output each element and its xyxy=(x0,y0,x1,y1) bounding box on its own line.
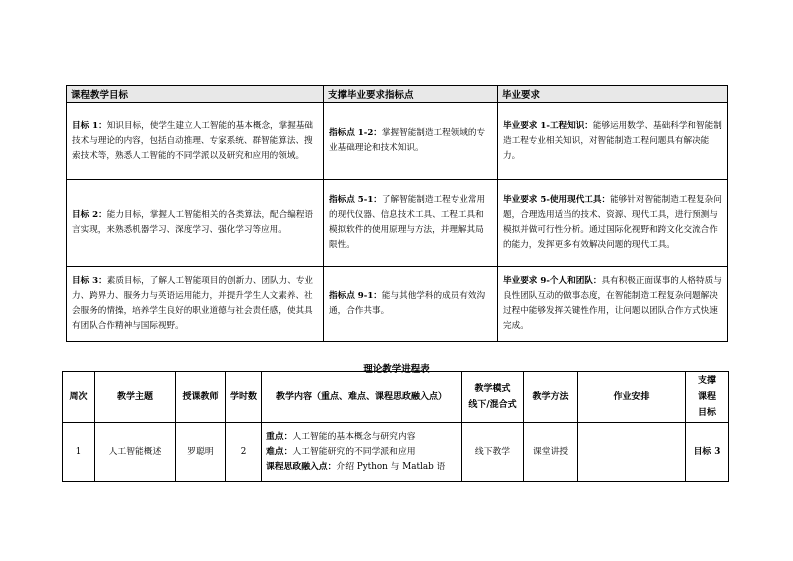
requirement-label: 毕业要求 5-使用现代工具： xyxy=(503,195,611,205)
header-topic: 教学主题 xyxy=(95,372,176,423)
header-goal-line3: 目标 xyxy=(697,408,716,418)
teacher-cell: 罗聪明 xyxy=(176,423,226,482)
header-graduation-requirement: 毕业要求 xyxy=(498,86,728,103)
key-point xyxy=(266,430,461,445)
ideology-point-label: 课程思政融入点： xyxy=(266,461,337,472)
table-row xyxy=(67,267,728,342)
objective-cell xyxy=(67,103,324,180)
objective-cell xyxy=(67,180,324,267)
content-cell xyxy=(262,423,462,482)
objective-label: 目标 1： xyxy=(72,120,107,131)
indicator-label: 指标点 5-1： xyxy=(329,195,382,205)
objective-cell xyxy=(67,267,324,342)
course-objectives-table xyxy=(66,85,728,342)
indicator-cell xyxy=(324,267,498,342)
mode-cell: 线下教学 xyxy=(462,423,524,482)
indicator-label: 指标点 1-2： xyxy=(329,128,382,138)
header-hours: 学时数 xyxy=(226,372,262,423)
indicator-text: 掌握智能制造工程领域的专业基础理论和技术知识。 xyxy=(329,128,486,153)
requirement-text: 能够运用数学、基础科学和智能制造工程专业相关知识，对智能制造工程问题具有解决能力。 xyxy=(503,120,722,161)
indicator-label: 指标点 9-1： xyxy=(329,291,382,301)
header-mode-line2: 线下/混合式 xyxy=(468,400,517,410)
header-content: 教学内容（重点、难点、课程思政融入点） xyxy=(262,372,462,423)
header-method: 教学方法 xyxy=(524,372,578,423)
requirement-label: 毕业要求 1-工程知识： xyxy=(503,120,593,131)
ideology-point-text: 介绍 Python 与 Matlab 语 xyxy=(336,461,446,472)
homework-cell xyxy=(578,423,686,482)
header-course-objective: 课程教学目标 xyxy=(67,86,324,103)
requirement-cell xyxy=(498,267,728,342)
header-indicator: 支撑毕业要求指标点 xyxy=(324,86,498,103)
objective-text: 知识目标，使学生建立人工智能的基本概念，掌握基础技术与理论的内容，包括自动推理、专家系统、群智能算法、搜索技术等，熟悉人工智能的不同学派以及研究和应用的领域。 xyxy=(72,120,314,161)
indicator-cell xyxy=(324,180,498,267)
requirement-cell xyxy=(498,103,728,180)
difficulty-label: 难点： xyxy=(266,446,293,457)
topic-cell: 人工智能概述 xyxy=(95,423,176,482)
requirement-text: 能够针对智能制造工程复杂问题，合理选用适当的技术、资源、现代工具，进行预测与模拟并做可行性分析。通过国际化视野和跨文化交流合作的能力，发挥更多有效解决问题的现代工具。 xyxy=(503,195,722,250)
requirement-label: 毕业要求 9-个人和团队： xyxy=(503,276,602,286)
header-goal xyxy=(686,372,729,423)
method-cell: 课堂讲授 xyxy=(524,423,578,482)
header-goal-line2: 课程 xyxy=(697,392,716,402)
header-mode-line1: 教学模式 xyxy=(474,384,511,394)
ideology-point xyxy=(266,460,461,475)
indicator-cell xyxy=(324,103,498,180)
objective-text: 素质目标，了解人工智能项目的创新力、团队力、专业力、跨界力、服务力与英语运用能力，并提升学生人文素养、社会服务的情操，培养学生良好的职业道德与社会责任感，使其具有团队合作精神与国际视野。 xyxy=(72,276,314,331)
indicator-text: 了解智能制造工程专业常用的现代仪器、信息技术工具、工程工具和模拟软件的使用原理与方法，并理解其局限性。 xyxy=(329,195,486,250)
key-point-text: 人工智能的基本概念与研究内容 xyxy=(292,431,416,442)
difficulty xyxy=(266,445,461,460)
objective-text: 能力目标，掌握人工智能相关的各类算法，配合编程语言实现，来熟悉机器学习、深度学习、强化学习等应用。 xyxy=(72,210,314,235)
hours-cell: 2 xyxy=(226,423,262,482)
indicator-text: 能与其他学科的成员有效沟通，合作共事。 xyxy=(329,291,486,316)
requirement-text: 具有积极正面谋事的人格特质与良性团队互动的做事态度，在智能制造工程复杂问题解决过程中能够发挥关键性作用，让问题以团队合作方式快速完成。 xyxy=(503,276,722,331)
week-cell: 1 xyxy=(63,423,95,482)
goal-cell: 目标 3 xyxy=(686,423,729,482)
requirement-cell xyxy=(498,180,728,267)
table-row xyxy=(67,103,728,180)
header-homework: 作业安排 xyxy=(578,372,686,423)
table-row xyxy=(67,180,728,267)
header-goal-line1: 支撑 xyxy=(697,376,716,386)
objective-label: 目标 2： xyxy=(72,210,107,220)
schedule-caption: 理论教学进程表 xyxy=(363,364,430,375)
objective-label: 目标 3： xyxy=(72,276,107,286)
difficulty-text: 人工智能研究的不同学派和应用 xyxy=(292,446,416,457)
key-point-label: 重点： xyxy=(266,431,293,442)
header-teacher: 授课教师 xyxy=(176,372,226,423)
header-mode xyxy=(462,372,524,423)
table-row xyxy=(63,423,729,482)
teaching-schedule-table xyxy=(62,371,729,482)
header-week: 周次 xyxy=(63,372,95,423)
